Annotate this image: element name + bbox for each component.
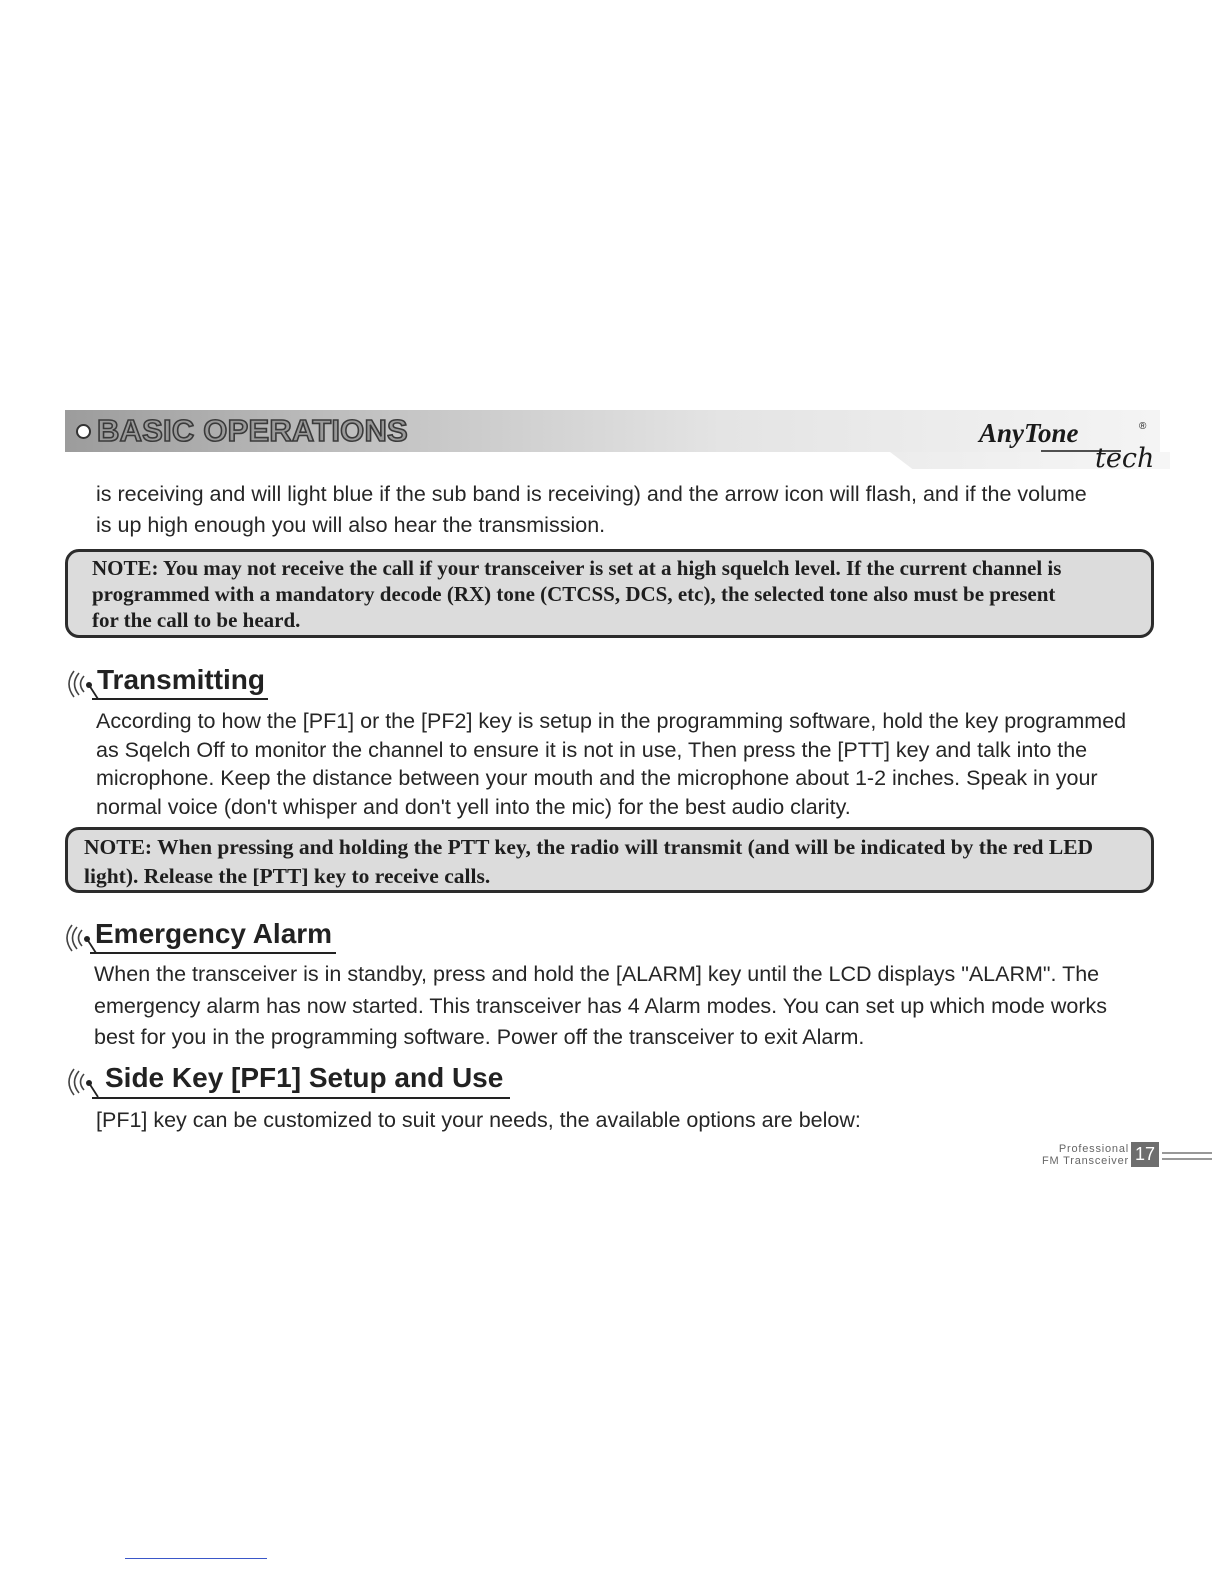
emergency-line: When the transceiver is in standby, press and hold the [ALARM] key until the LCD displays "ALARM". The bbox=[94, 962, 1100, 986]
section-title-side-key: Side Key [PF1] Setup and Use bbox=[105, 1062, 504, 1093]
note-line: NOTE: You may not receive the call if your transceiver is set at a high squelch level. If the current channel is bbox=[92, 556, 1062, 580]
page-number: 17 bbox=[1131, 1142, 1159, 1167]
signal-waves-icon bbox=[62, 667, 102, 701]
note-line: NOTE: When pressing and holding the PTT key, the radio will transmit (and will be indicated by the red LED bbox=[84, 835, 1094, 859]
footer-decorative-lines bbox=[1162, 1149, 1212, 1163]
transmitting-line: normal voice (don't whisper and don't yell into the mic) for the best audio clarity. bbox=[96, 794, 851, 819]
intro-line: is up high enough you will also hear the transmission. bbox=[96, 513, 606, 537]
transmitting-paragraph bbox=[96, 707, 1166, 821]
emergency-line: best for you in the programming software. Power off the transceiver to exit Alarm. bbox=[94, 1025, 865, 1049]
sidekey-line: [PF1] key can be customized to suit your needs, the available options are below: bbox=[96, 1108, 861, 1132]
section-underline bbox=[92, 1097, 510, 1099]
intro-paragraph bbox=[96, 479, 1166, 541]
section-title-transmitting: Transmitting bbox=[97, 664, 266, 695]
transmitting-line: as Sqelch Off to monitor the channel to ensure it is not in use, Then press the [PTT] key and talk into the bbox=[96, 737, 1088, 762]
header-bullet-icon bbox=[76, 424, 91, 439]
note-line: light). Release the [PTT] key to receive calls. bbox=[84, 864, 491, 888]
signal-waves-icon bbox=[62, 1065, 102, 1099]
footer-line: FM Transceiver bbox=[1042, 1154, 1129, 1167]
logo-text: AnyTone bbox=[979, 418, 1079, 448]
signal-waves-icon bbox=[60, 921, 100, 955]
note-line: programmed with a mandatory decode (RX) tone (CTCSS, DCS, etc), the selected tone also must be present bbox=[92, 582, 1056, 606]
section-underline bbox=[92, 698, 268, 700]
footer-product-label bbox=[1042, 1144, 1129, 1167]
logo-registered-mark: ® bbox=[1139, 421, 1147, 432]
emergency-paragraph bbox=[94, 959, 1166, 1054]
note-box-squelch bbox=[65, 549, 1154, 638]
footer-line: Professional bbox=[1058, 1143, 1129, 1155]
section-title-emergency-alarm: Emergency Alarm bbox=[95, 918, 333, 949]
logo-sub-text: tech bbox=[1095, 443, 1155, 474]
bottom-divider-line bbox=[125, 1558, 267, 1559]
intro-line: is receiving and will light blue if the sub band is receiving) and the arrow icon will flash, and if the volume bbox=[96, 482, 1087, 506]
page-section-title: BASIC OPERATIONS bbox=[97, 413, 408, 448]
sidekey-paragraph bbox=[96, 1105, 1166, 1135]
transmitting-line: According to how the [PF1] or the [PF2] key is setup in the programming software, hold the key programmed bbox=[96, 709, 1127, 733]
section-underline bbox=[90, 952, 336, 954]
transmitting-line: microphone. Keep the distance between your mouth and the microphone about 1-2 inches. Speak in your bbox=[96, 766, 1098, 790]
note-line: for the call to be heard. bbox=[92, 608, 301, 632]
note-box-ptt bbox=[65, 827, 1154, 893]
emergency-line: emergency alarm has now started. This transceiver has 4 Alarm modes. You can set up which mode works bbox=[94, 993, 1107, 1018]
anytone-logo bbox=[975, 412, 1165, 474]
